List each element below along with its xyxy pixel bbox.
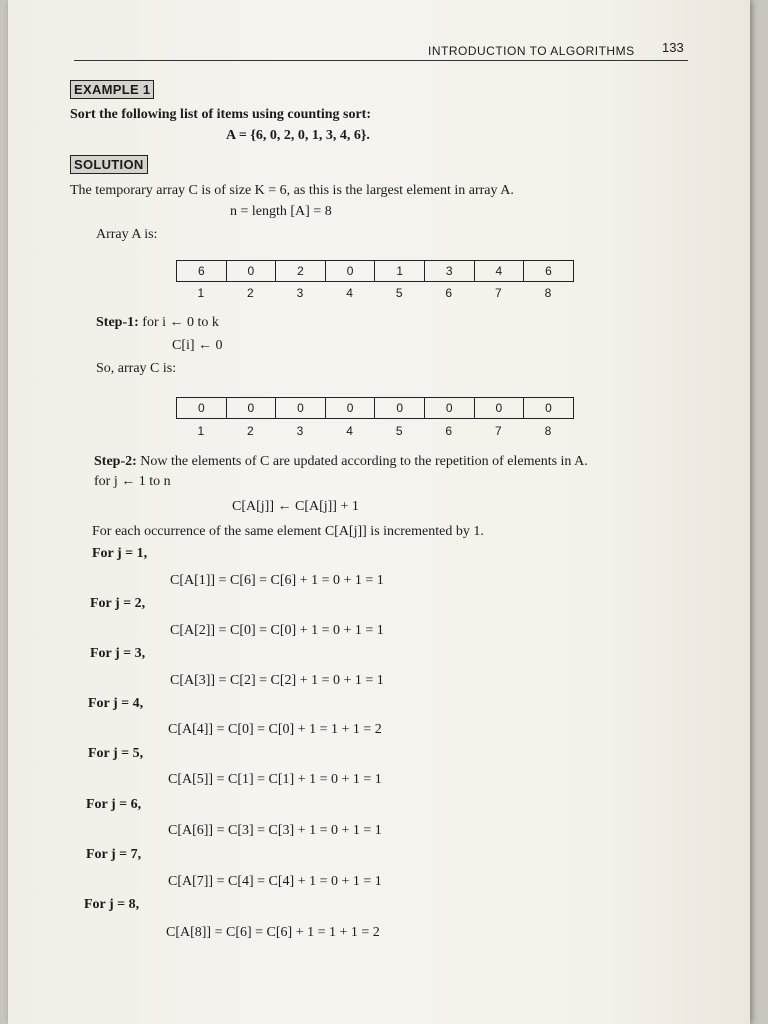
iteration-equation: C[A[2]] = C[0] = C[0] + 1 = 0 + 1 = 1 (170, 623, 384, 638)
iteration-equation: C[A[4]] = C[0] = C[0] + 1 = 1 + 1 = 2 (168, 722, 382, 737)
array-a-cell: 4 (475, 261, 525, 281)
array-a-index: 4 (346, 286, 353, 300)
solution-tag: SOLUTION (70, 155, 148, 174)
array-a-indices (176, 286, 573, 300)
iteration-equation: C[A[8]] = C[6] = C[6] + 1 = 1 + 1 = 2 (166, 925, 380, 940)
array-c-table (176, 397, 574, 419)
array-c-cell: 0 (475, 398, 525, 418)
array-c-cell: 0 (375, 398, 425, 418)
array-c-index: 4 (346, 424, 353, 438)
iteration-equation: C[A[6]] = C[3] = C[3] + 1 = 0 + 1 = 1 (168, 823, 382, 838)
iteration-label: For j = 1, (92, 546, 148, 561)
iteration-label: For j = 4, (88, 696, 144, 711)
iteration-equation: C[A[3]] = C[2] = C[2] + 1 = 0 + 1 = 1 (170, 673, 384, 688)
array-a-cell: 6 (545, 264, 552, 278)
array-c-index: 3 (296, 424, 304, 438)
array-c-indices (176, 424, 573, 438)
iteration-equation: C[A[5]] = C[1] = C[1] + 1 = 0 + 1 = 1 (168, 772, 382, 787)
array-a-index: 7 (495, 286, 502, 300)
array-a-label: Array A is: (96, 227, 158, 242)
running-header: INTRODUCTION TO ALGORITHMS (428, 44, 635, 58)
array-a-cell: 3 (425, 261, 475, 281)
example-tag: EXAMPLE 1 (70, 80, 154, 99)
array-a-index: 2 (247, 286, 254, 300)
example-prompt: Sort the following list of items using counting sort: (70, 107, 371, 122)
array-c-cell: 0 (177, 398, 227, 418)
iteration-label: For j = 6, (86, 797, 142, 812)
array-c-label: So, array C is: (96, 361, 177, 376)
array-c-cell: 0 (227, 398, 277, 418)
array-c-index: 6 (445, 424, 453, 438)
step1-body: C[i] ← 0 (172, 338, 223, 353)
array-c-cell: 0 (425, 398, 475, 418)
array-c-cell: 0 (326, 398, 376, 418)
array-a-cell: 6 (177, 261, 227, 281)
iteration-equation: C[A[1]] = C[6] = C[6] + 1 = 0 + 1 = 1 (170, 573, 384, 588)
array-a-cell: 2 (276, 261, 326, 281)
array-c-index: 8 (544, 424, 552, 438)
solution-intro: The temporary array C is of size K = 6, as this is the largest element in array A. (70, 183, 514, 198)
array-a-index: 6 (445, 286, 453, 300)
array-a-index: 3 (296, 286, 304, 300)
array-c-cell: 0 (276, 398, 326, 418)
step2-formula: C[A[j]] ← C[A[j]] + 1 (232, 499, 359, 514)
array-definition: A = {6, 0, 2, 0, 1, 3, 4, 6}. (226, 128, 370, 143)
array-c-index: 5 (395, 424, 403, 438)
page-number: 133 (662, 40, 684, 55)
n-definition: n = length [A] = 8 (230, 204, 332, 219)
book-page (8, 0, 750, 1024)
step2-text: Now the elements of C are updated according to the repetition of elements in A. (140, 454, 588, 469)
step1-line (96, 315, 219, 331)
array-c-cell: 0 (545, 401, 552, 415)
array-a-cell: 1 (375, 261, 425, 281)
array-a-index: 1 (197, 286, 205, 300)
iteration-label: For j = 3, (90, 646, 146, 661)
array-a-index: 5 (395, 286, 403, 300)
iteration-label: For j = 7, (86, 847, 142, 862)
array-a-table (176, 260, 574, 282)
occurrence-note: For each occurrence of the same element C[A[j]] is incremented by 1. (92, 524, 484, 539)
step2-line (94, 454, 588, 470)
iteration-label: For j = 2, (90, 596, 146, 611)
header-rule (74, 60, 688, 61)
array-a-cell: 0 (227, 261, 277, 281)
array-a-cell: 0 (326, 261, 376, 281)
array-a-index: 8 (544, 286, 552, 300)
step1-text: for i ← 0 to k (142, 315, 219, 330)
step2-loop: for j ← 1 to n (94, 474, 171, 489)
step2-heading: Step-2: (94, 454, 137, 469)
iteration-label: For j = 5, (88, 746, 144, 761)
iteration-label: For j = 8, (84, 897, 140, 912)
array-c-index: 2 (247, 424, 254, 438)
array-c-index: 1 (197, 424, 205, 438)
step1-heading: Step-1: (96, 315, 139, 330)
array-c-index: 7 (495, 424, 502, 438)
iteration-equation: C[A[7]] = C[4] = C[4] + 1 = 0 + 1 = 1 (168, 874, 382, 889)
